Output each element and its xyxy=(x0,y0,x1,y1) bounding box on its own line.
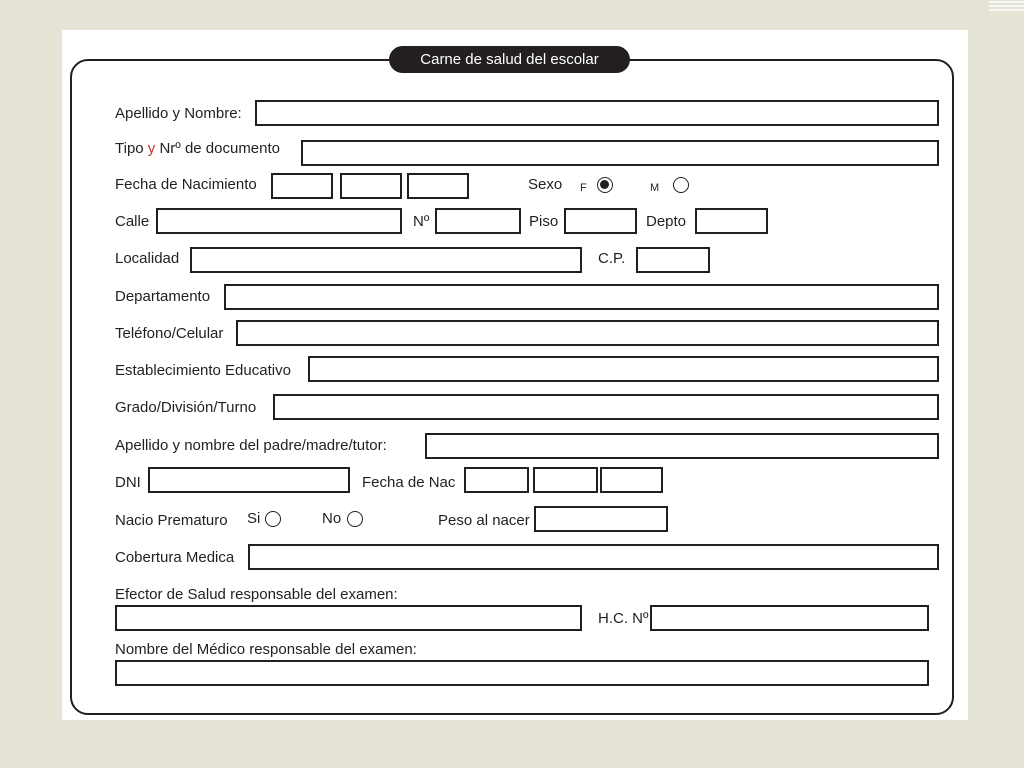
cobertura-label: Cobertura Medica xyxy=(115,549,235,566)
form-sheet xyxy=(62,30,968,720)
fecha-nac-label: Fecha de Nac xyxy=(362,474,456,491)
fecha-nacimiento-day-field[interactable] xyxy=(271,173,333,199)
apellido-nombre-label: Apellido y Nombre: xyxy=(115,105,242,122)
telefono-label: Teléfono/Celular xyxy=(115,325,224,342)
numero-label: Nº xyxy=(413,213,430,230)
localidad-field[interactable] xyxy=(190,247,582,273)
efector-label: Efector de Salud responsable del examen: xyxy=(115,586,398,603)
medico-field[interactable] xyxy=(115,660,929,686)
piso-label: Piso xyxy=(529,213,559,230)
efector-field[interactable] xyxy=(115,605,582,631)
fecha-nac-month-field[interactable] xyxy=(533,467,598,493)
documento-label-y: y xyxy=(147,140,156,157)
padre-madre-label: Apellido y nombre del padre/madre/tutor: xyxy=(115,437,387,454)
cobertura-field[interactable] xyxy=(248,544,939,570)
peso-label: Peso al nacer xyxy=(438,512,530,529)
hc-field[interactable] xyxy=(650,605,929,631)
sexo-m-label: M xyxy=(650,182,660,194)
fecha-nac-day-field[interactable] xyxy=(464,467,529,493)
sexo-f-radio[interactable] xyxy=(597,177,613,193)
form-title: Carne de salud del escolar xyxy=(389,46,630,73)
calle-field[interactable] xyxy=(156,208,402,234)
fecha-nacimiento-label: Fecha de Nacimiento xyxy=(115,176,257,193)
apellido-nombre-field[interactable] xyxy=(255,100,939,126)
fecha-nacimiento-year-field[interactable] xyxy=(407,173,469,199)
sexo-m-radio[interactable] xyxy=(673,177,689,193)
sexo-f-label: F xyxy=(580,182,587,194)
piso-field[interactable] xyxy=(564,208,637,234)
dni-label: DNI xyxy=(115,474,141,491)
documento-field[interactable] xyxy=(301,140,939,166)
prematuro-no-label: No xyxy=(322,510,342,527)
fecha-nacimiento-month-field[interactable] xyxy=(340,173,402,199)
prematuro-si-radio[interactable] xyxy=(265,511,281,527)
grado-label: Grado/División/Turno xyxy=(115,399,257,416)
numero-field[interactable] xyxy=(435,208,521,234)
hc-label: H.C. Nº xyxy=(598,610,649,627)
padre-madre-field[interactable] xyxy=(425,433,939,459)
dni-field[interactable] xyxy=(148,467,350,493)
sexo-label: Sexo xyxy=(528,176,563,193)
establecimiento-field[interactable] xyxy=(308,356,939,382)
calle-label: Calle xyxy=(115,213,150,230)
documento-label: Tipo y Nrº de documento xyxy=(115,140,281,157)
depto-field[interactable] xyxy=(695,208,768,234)
localidad-label: Localidad xyxy=(115,250,180,267)
medico-label: Nombre del Médico responsable del examen: xyxy=(115,641,417,658)
prematuro-si-label: Si xyxy=(247,510,261,527)
prematuro-no-radio[interactable] xyxy=(347,511,363,527)
telefono-field[interactable] xyxy=(236,320,939,346)
fecha-nac-year-field[interactable] xyxy=(600,467,663,493)
peso-field[interactable] xyxy=(534,506,668,532)
depto-label: Depto xyxy=(646,213,687,230)
corner-decoration xyxy=(989,0,1024,14)
departamento-label: Departamento xyxy=(115,288,211,305)
cp-field[interactable] xyxy=(636,247,710,273)
departamento-field[interactable] xyxy=(224,284,939,310)
prematuro-label: Nacio Prematuro xyxy=(115,512,228,529)
establecimiento-label: Establecimiento Educativo xyxy=(115,362,291,379)
cp-label: C.P. xyxy=(598,250,626,267)
grado-field[interactable] xyxy=(273,394,939,420)
